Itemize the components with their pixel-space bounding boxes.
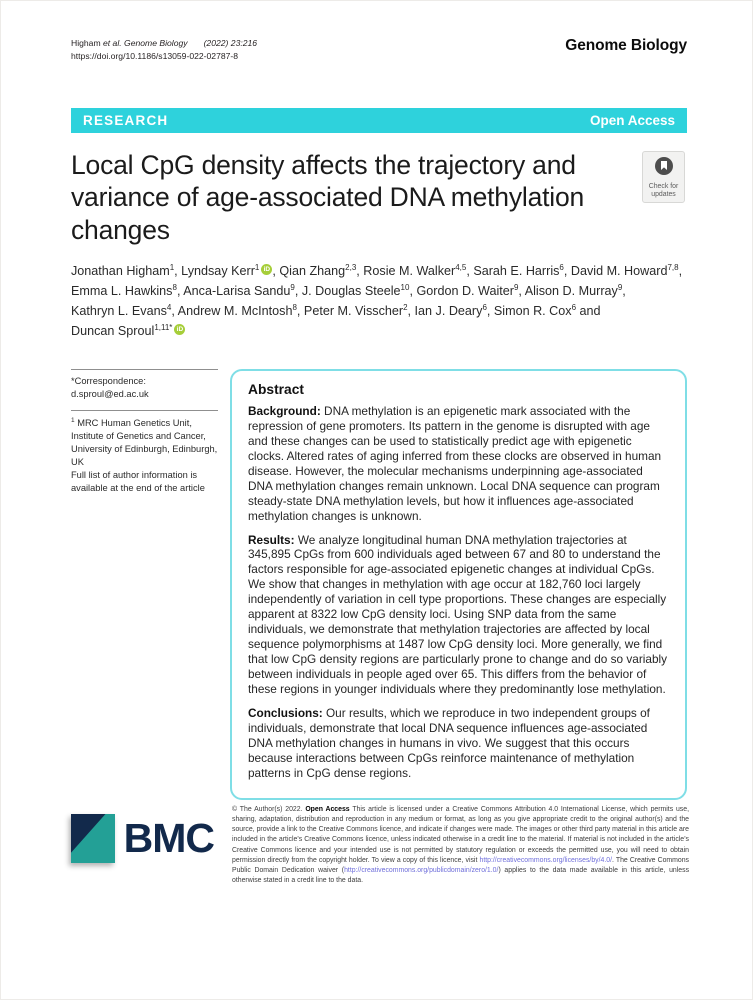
results-label: Results: (248, 532, 295, 547)
author-affiliation-sup: 8 (172, 282, 177, 292)
author-affiliation-sup: 9 (513, 282, 519, 292)
author-name: David M. Howard (570, 264, 668, 279)
author-affiliation-sup: 6 (571, 302, 577, 312)
sidebar-divider (71, 410, 218, 411)
license-body-3: ) applies to the data made available in this article, unless otherwise stated in a credit line to the data. (232, 866, 690, 884)
author-affiliation-sup: 4 (166, 302, 172, 312)
citation-journal: et al. Genome Biology (103, 38, 188, 48)
author-affiliation-sup: 2,3 (345, 263, 357, 273)
author-affiliation-sup: 1 (169, 263, 175, 273)
author-name: Peter M. Visscher (303, 303, 404, 318)
open-access-label: Open Access (589, 112, 675, 128)
license-copyright: © The Author(s) 2022. (232, 806, 306, 813)
abstract-heading: Abstract (248, 381, 304, 397)
abstract-background (248, 404, 669, 524)
page-footer (71, 805, 689, 886)
check-badge-line2: updates (651, 190, 676, 198)
journal-name: Genome Biology (565, 37, 687, 54)
correspondence-label: *Correspondence: (71, 375, 146, 386)
author-name: Kathryn L. Evans (71, 303, 167, 318)
results-text: We analyze longitudinal human DNA methylation trajectories at 345,895 CpGs from 600 individuals aged between 67 and 80 to understand the factors responsible for age-associated epigenetic changes at individual CpGs. We show that changes in methylation with age occur at 182,760 loci largely independently of variation in cell type proportions. These changes are especially apparent at 8322 low CpG density loci. Using SNP data from the same individuals, we demonstrate that methylation trajectories are affected by local sequence polymorphisms at 1487 low CpG density loci. More generally, we find that low CpG density regions are particularly prone to change and do so variably between individuals in people aged over 65. This differs from the behavior of these regions in younger individuals where they predominantly lose methylation. (248, 532, 668, 697)
background-text: DNA methylation is an epigenetic mark associated with the repression of gene promoters. Its pattern in the genome is disrupted with age and these changes can be used to statistically predict age with epigenetic clocks. Altered rates of aging inferred from these clocks are observed in human disease. However, the molecular mechanisms underpinning age-associated DNA methylation changes remain unknown. Local DNA sequence can program steady-state DNA methylation levels, but how it influences age-associated methylation changes is unknown. (248, 403, 662, 523)
author-name: Andrew M. McIntosh (177, 303, 293, 318)
bmc-logo-mark (71, 814, 115, 863)
affiliation-sup: 1 (71, 416, 75, 424)
author-affiliation-sup: 9 (617, 282, 623, 292)
article-type-banner (71, 108, 687, 133)
author-name: Emma L. Hawkins (71, 284, 173, 299)
citation-volume: (2022) 23:216 (203, 38, 258, 48)
author-separator: and (576, 303, 601, 318)
conclusions-label: Conclusions: (248, 706, 323, 721)
author-name: Simon R. Cox (493, 303, 572, 318)
bmc-logo-text: BMC (123, 815, 214, 861)
author-separator: , (356, 264, 364, 279)
author-separator: , (171, 303, 178, 318)
orcid-icon[interactable]: iD (261, 264, 272, 275)
correspondence-email[interactable]: d.sproul@ed.ac.uk (71, 388, 149, 399)
author-separator: , (409, 284, 417, 299)
license-text (232, 805, 689, 886)
author-separator: , (518, 284, 525, 299)
author-separator: , (174, 264, 182, 279)
author-line (71, 262, 687, 282)
affiliation-text (71, 416, 218, 469)
author-affiliation-sup: 8 (292, 302, 297, 312)
author-separator: , (678, 264, 683, 279)
orcid-icon[interactable]: iD (174, 324, 185, 335)
conclusions-text: Our results, which we reproduce in two independent groups of individuals, demonstrate that local DNA sequence influences age-associated DNA methylation changes in humans in vivo. We suggest that this occurs because interactions between CpGs reinforce maintenance of methylation patterns in CpG dense regions. (248, 706, 650, 781)
author-affiliation-sup: 6 (559, 263, 564, 273)
author-separator: , (176, 284, 184, 299)
author-separator: , (294, 284, 302, 299)
citation-author: Higham (71, 38, 103, 48)
author-name: Jonathan Higham (71, 264, 170, 279)
author-info-note: Full list of author information is available at the end of the article (71, 469, 205, 493)
author-name: Gordon D. Waiter (416, 284, 514, 299)
bmc-logo (71, 805, 214, 886)
author-name: J. Douglas Steele (301, 284, 401, 299)
author-line (71, 302, 687, 322)
license-open-access: Open Access (305, 806, 350, 813)
check-for-updates-badge[interactable] (642, 151, 685, 204)
author-separator: , (296, 303, 304, 318)
check-for-updates-icon (654, 156, 674, 176)
citation-line (71, 37, 257, 50)
author-affiliation-sup: 4,5 (455, 263, 467, 273)
doi-text: https://doi.org/10.1186/s13059-022-02787-8 (71, 51, 239, 62)
title-block (71, 149, 687, 248)
author-name: Lyndsay Kerr (181, 264, 255, 279)
body-columns (71, 369, 687, 800)
author-name: Qian Zhang (279, 264, 346, 279)
author-affiliation-sup: 1,11* (154, 322, 173, 332)
abstract-results (248, 533, 669, 698)
author-separator: , (272, 264, 280, 279)
author-separator: , (466, 264, 474, 279)
author-line (71, 282, 687, 302)
correspondence-sidebar (71, 369, 218, 800)
page-header (71, 37, 687, 64)
author-name: Rosie M. Walker (363, 264, 456, 279)
author-separator: , (407, 303, 415, 318)
citation-block (71, 37, 257, 64)
author-separator: , (622, 284, 626, 299)
license-body-1: This article is licensed under a Creative Commons Attribution 4.0 International License, which permits use, sharing, adaptation, distribution and reproduction in any medium or format, as long as you give appropriate credit to the original author(s) and the source, provide a link to the Creative Commons licence, and indicate if changes were made. The images or other third party material in this article are included in the article’s Creative Commons licence, unless indicated otherwise in a credit line to the material. If material is not included in the article’s Creative Commons licence and your intended use is not permitted by statutory regulation or exceeds the permitted use, you will need to obtain permission directly from the copyright holder. To view a copy of this licence, visit (232, 806, 689, 864)
abstract-conclusions (248, 706, 669, 781)
author-separator: , (486, 303, 494, 318)
affiliation-body: MRC Human Genetics Unit, Institute of Genetics and Cancer, University of Edinburgh, Edinburgh, UK (71, 417, 218, 467)
check-badge-line1: Check for (648, 182, 679, 190)
author-list (71, 262, 687, 342)
background-label: Background: (248, 403, 321, 418)
abstract-box (230, 369, 687, 800)
license-link-zero[interactable]: http://creativecommons.org/publicdomain/zero/1.0/ (344, 866, 499, 874)
author-affiliation-sup: 9 (290, 282, 295, 292)
correspondence-block (71, 375, 218, 401)
author-separator: , (563, 264, 571, 279)
author-name: Anca-Larisa Sandu (183, 284, 291, 299)
author-affiliation-sup: 1 (254, 263, 260, 273)
author-line (71, 322, 687, 342)
article-type-label: RESEARCH (83, 112, 169, 128)
author-affiliation-sup: 10 (400, 282, 410, 292)
author-affiliation-sup: 6 (482, 302, 487, 312)
author-affiliation-sup: 2 (403, 302, 408, 312)
license-link-by[interactable]: http://creativecommons.org/licenses/by/4.0/ (479, 856, 612, 864)
author-name: Alison D. Murray (524, 284, 618, 299)
author-name: Sarah E. Harris (473, 264, 560, 279)
license-body-2: . The Creative Commons Public Domain Dedication waiver ( (232, 856, 689, 874)
author-name: Duncan Sproul (71, 323, 155, 338)
author-name: Ian J. Deary (414, 303, 483, 318)
article-title: Local CpG density affects the trajectory and variance of age-associated DNA methylation changes (71, 149, 585, 246)
sidebar-divider (71, 369, 218, 370)
check-badge-text (645, 183, 682, 200)
author-affiliation-sup: 7,8 (667, 263, 679, 273)
